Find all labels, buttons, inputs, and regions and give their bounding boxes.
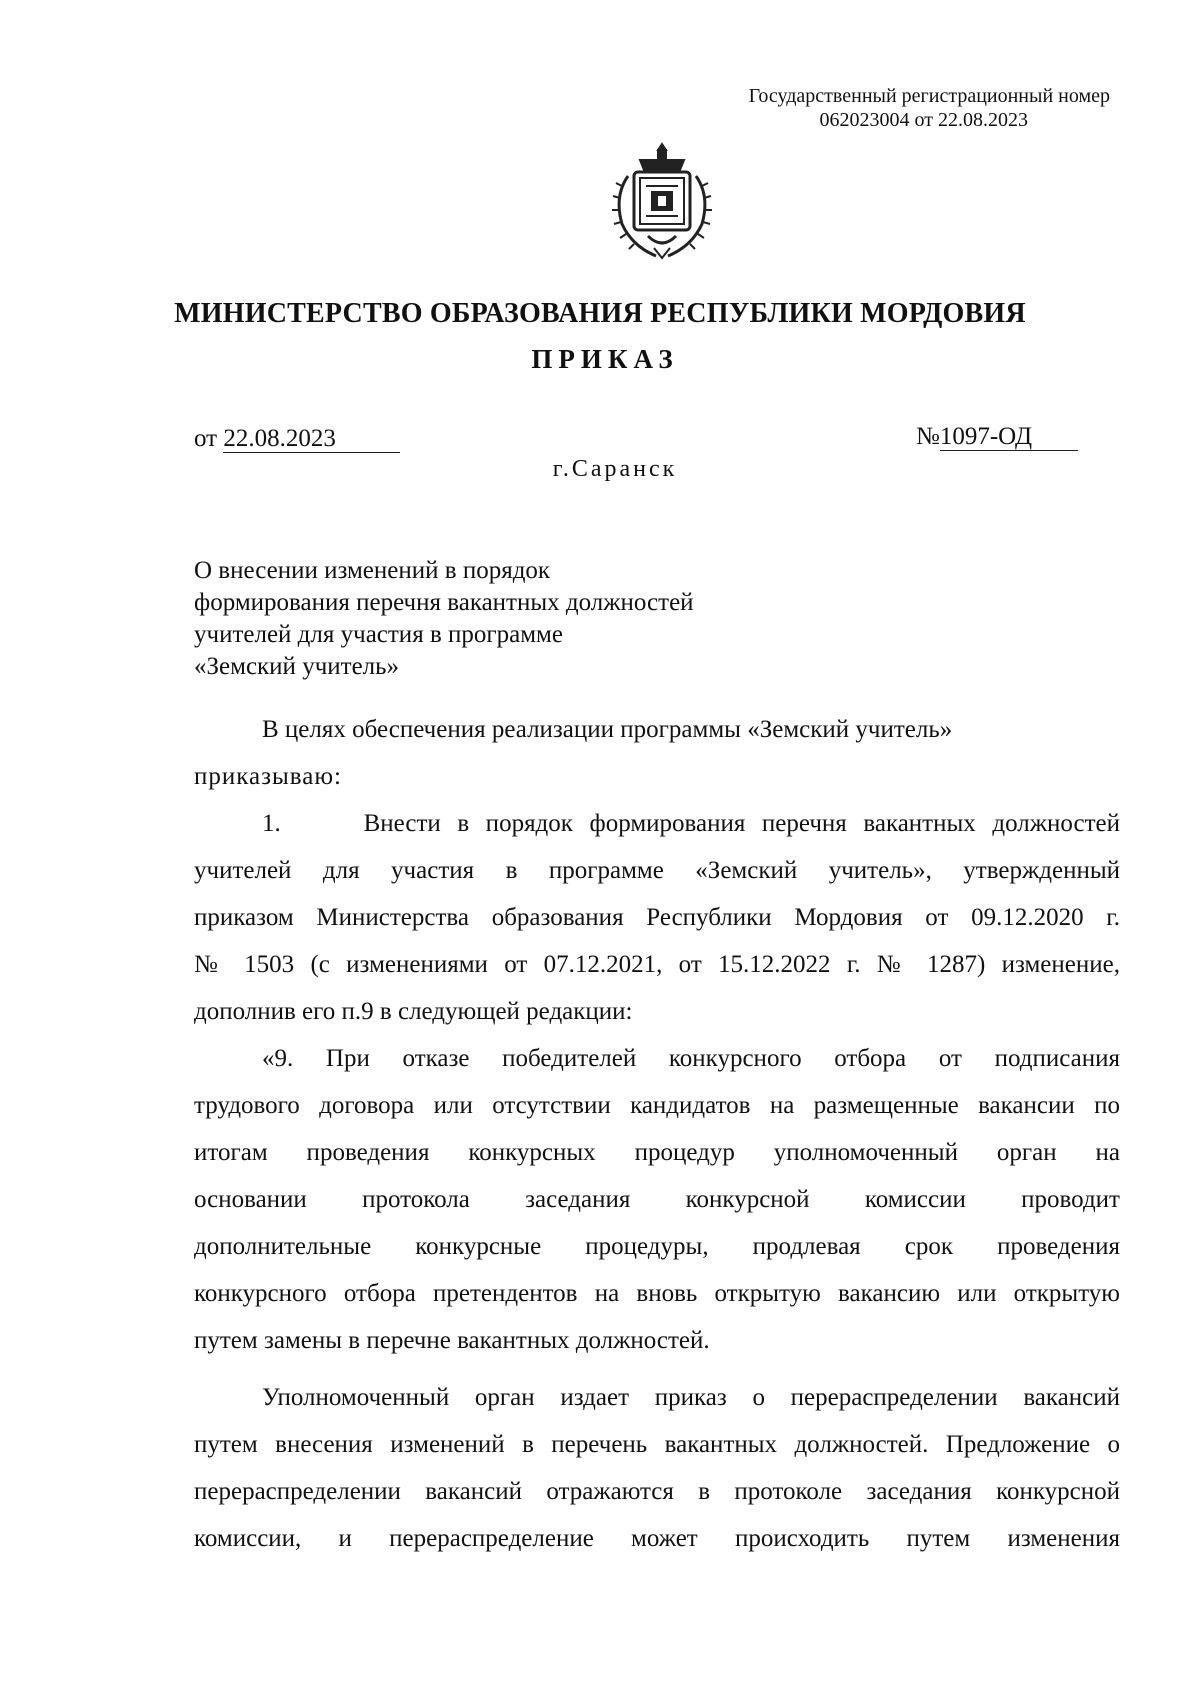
mordovia-coat-of-arms-icon <box>600 136 724 266</box>
paragraph-1-line: дополнив его п.9 в следующей редакции: <box>194 998 633 1025</box>
registration-label: Государственный регистрационный номер <box>748 85 1110 107</box>
date-prefix: от <box>194 425 218 452</box>
paragraph-3-line: комиссии, и перераспределение может происходить путем изменения <box>194 1525 1120 1552</box>
subject-line: учителей для участия в программе <box>194 621 563 648</box>
paragraph-1-line: 1. Внести в порядок формирования перечня вакантных должностей <box>262 810 1120 837</box>
registration-number <box>640 84 1120 132</box>
order-date <box>194 425 400 453</box>
order-subject <box>194 555 814 683</box>
paragraph-2-line: конкурсного отбора претендентов на вновь открытую вакансию или открытую <box>194 1280 1120 1307</box>
registration-value: 062023004 от 22.08.2023 <box>819 109 1028 131</box>
date-value: 22.08.2023 <box>223 425 400 453</box>
subject-line: «Земский учитель» <box>194 653 400 680</box>
document-type: ПРИКАЗ <box>531 344 679 374</box>
paragraph-2-line: трудового договора или отсутствии кандидатов на размещенные вакансии по <box>194 1092 1120 1119</box>
paragraph-1-line: № 1503 (с изменениями от 07.12.2021, от 15.12.2022 г. № 1287) изменение, <box>194 951 1120 978</box>
paragraph-2-line: итогам проведения конкурсных процедур уполномоченный орган на <box>194 1139 1120 1166</box>
paragraph-2-line: путем замены в перечне вакантных должностей. <box>194 1327 710 1354</box>
order-number <box>916 423 1078 451</box>
order-verb: приказываю: <box>194 763 342 790</box>
paragraph-1-line: приказом Министерства образования Республики Мордовия от 09.12.2020 г. <box>194 904 1120 931</box>
intro-text: В целях обеспечения реализации программы «Земский учитель» <box>262 716 953 743</box>
subject-line: О внесении изменений в порядок <box>194 557 551 584</box>
ministry-title: МИНИСТЕРСТВО ОБРАЗОВАНИЯ РЕСПУБЛИКИ МОРДОВИЯ <box>174 298 1026 329</box>
number-value: 1097-ОД <box>940 423 1078 451</box>
paragraph-3-line: путем внесения изменений в перечень вакантных должностей. Предложение о <box>194 1431 1120 1458</box>
order-body <box>194 706 1120 1562</box>
paragraph-2-line: «9. При отказе победителей конкурсного отбора от подписания <box>262 1045 1120 1072</box>
city: г.Саранск <box>552 456 678 482</box>
paragraph-2-line: дополнительные конкурсные процедуры, продлевая срок проведения <box>194 1233 1120 1260</box>
paragraph-2-line: основании протокола заседания конкурсной комиссии проводит <box>194 1186 1120 1213</box>
paragraph-3-line: перераспределении вакансий отражаются в протоколе заседания конкурсной <box>194 1478 1120 1505</box>
paragraph-1-line: учителей для участия в программе «Земский учитель», утвержденный <box>194 857 1120 884</box>
paragraph-3-line: Уполномоченный орган издает приказ о перераспределении вакансий <box>262 1384 1120 1411</box>
subject-line: формирования перечня вакантных должностей <box>194 589 694 616</box>
number-prefix: № <box>916 423 940 450</box>
